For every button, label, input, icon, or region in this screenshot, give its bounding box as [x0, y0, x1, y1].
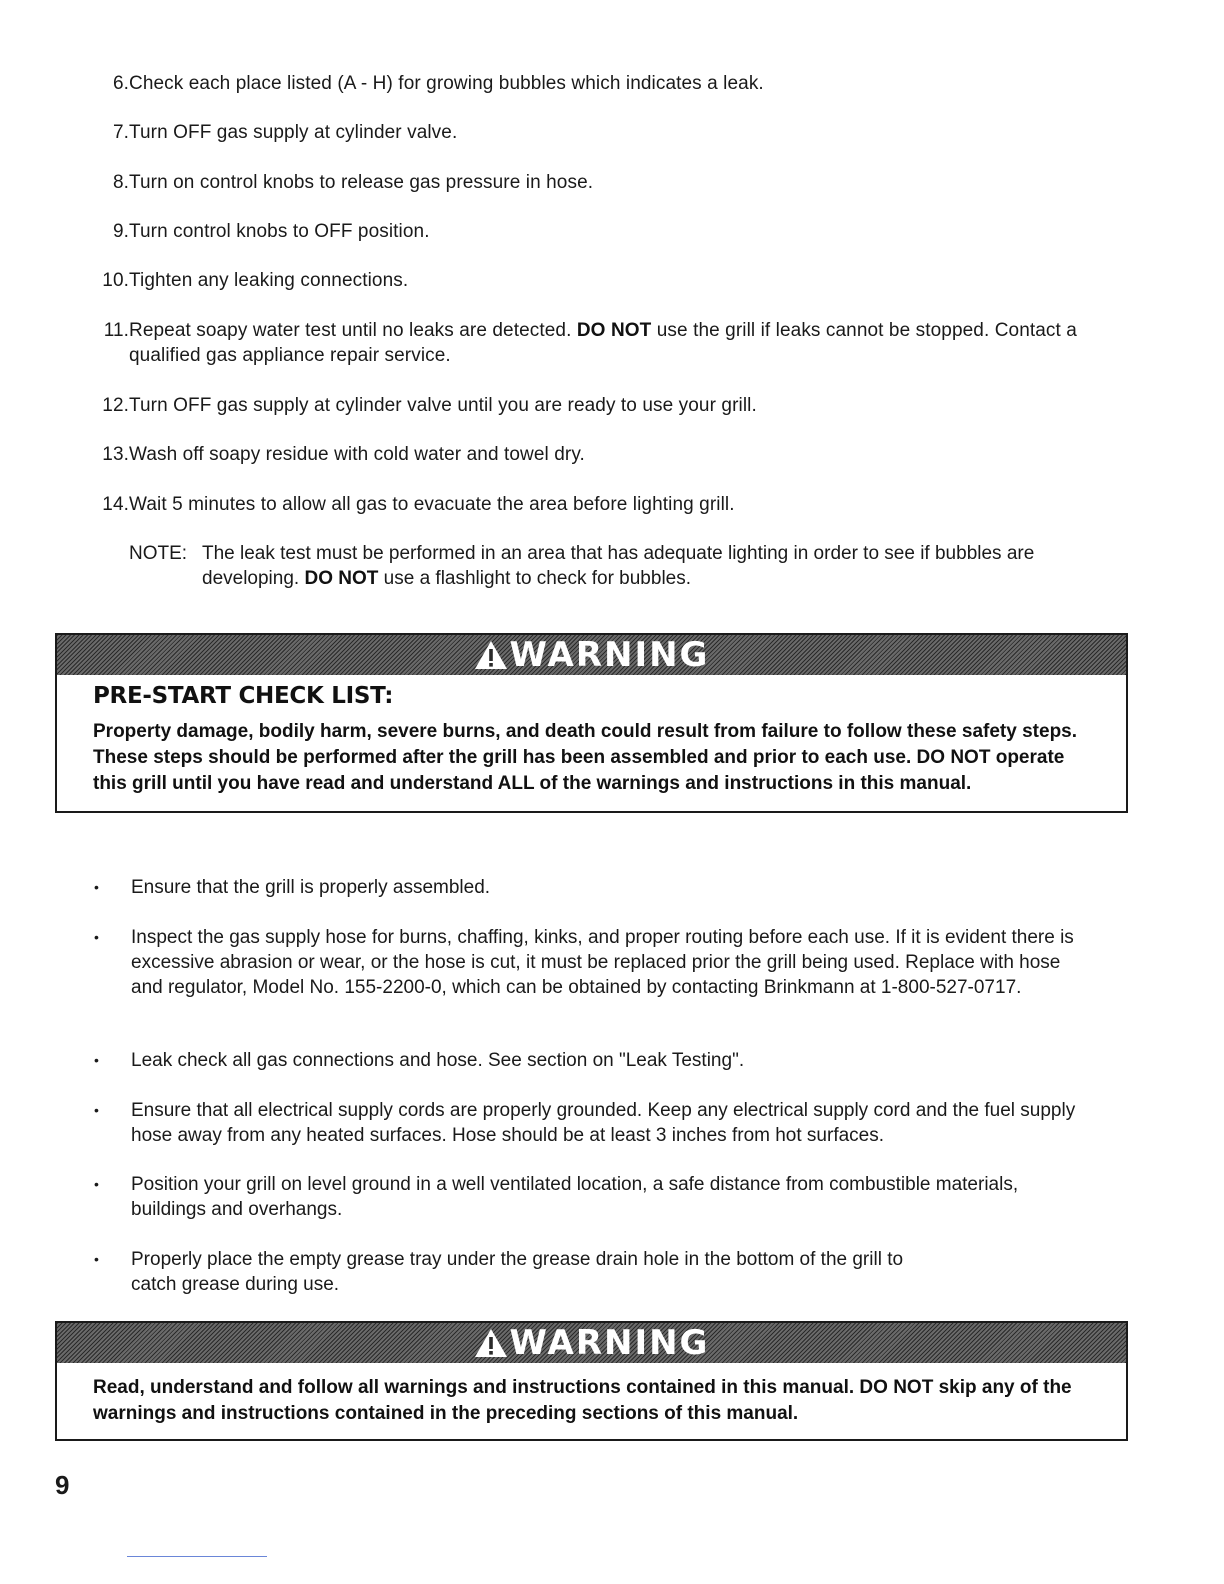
checklist-item — [92, 1098, 1092, 1148]
footer-rule — [127, 1556, 267, 1557]
pre-start-warning-box — [55, 633, 1128, 813]
step-text: Tighten any leaking connections. — [129, 270, 409, 291]
step-text: Wash off soapy residue with cold water and towel dry. — [129, 444, 585, 465]
warning-title — [474, 635, 710, 675]
step-14 — [92, 492, 1112, 517]
checklist-heading: PRE-START CHECK LIST: — [93, 683, 394, 709]
checklist-text: Ensure that all electrical supply cords are properly grounded. Keep any electrical supply cord and the fuel supply hose away from any heated surfaces. Hose should be at least 3 inches from hot surfaces. — [131, 1100, 1076, 1146]
bullet-icon: • — [94, 1102, 99, 1118]
step-11 — [92, 318, 1112, 368]
step-text: Turn OFF gas supply at cylinder valve until you are ready to use your grill. — [129, 395, 757, 416]
step-number: 7. — [112, 122, 129, 143]
checklist-item — [92, 1048, 1092, 1073]
step-number: 8. — [112, 172, 129, 193]
step-number: 12. — [102, 395, 129, 416]
step-10 — [92, 268, 1112, 293]
bullet-icon: • — [94, 1251, 99, 1267]
warning-text: Property damage, bodily harm, severe burns, and death could result from failure to follow these safety steps. These steps should be performed after the grill has been assembled and prior to each use. DO NOT operate this grill until you have read and understand ALL of the warnings and instructions in this manual. — [93, 721, 1078, 794]
warning-banner — [57, 1323, 1126, 1363]
step-text: Turn control knobs to OFF position. — [129, 221, 430, 242]
note-text: The leak test must be performed in an area that has adequate lighting in order to see if bubbles are developing. DO NOT use a flashlight to check for bubbles. — [202, 543, 1035, 589]
step-number: 10. — [102, 270, 129, 291]
step-number: 6. — [112, 73, 129, 94]
step-text: Repeat soapy water test until no leaks are detected. DO NOT use the grill if leaks cannot be stopped. Contact a qualified gas appliance repair service. — [129, 320, 1077, 366]
warning-triangle-icon — [474, 1328, 508, 1358]
warning-triangle-icon — [474, 640, 508, 670]
step-text: Wait 5 minutes to allow all gas to evacuate the area before lighting grill. — [129, 494, 735, 515]
step-8 — [92, 170, 1112, 195]
bullet-icon: • — [94, 929, 99, 945]
checklist-item — [92, 1247, 932, 1297]
final-warning-box — [55, 1321, 1128, 1441]
warning-text: Read, understand and follow all warnings and instructions contained in this manual. DO NOT skip any of the warnings and instructions contained in the preceding sections of this manual. — [93, 1377, 1072, 1424]
bullet-icon: • — [94, 1176, 99, 1192]
step-text: Turn OFF gas supply at cylinder valve. — [129, 122, 458, 143]
checklist-text: Leak check all gas connections and hose. See section on "Leak Testing". — [131, 1050, 745, 1071]
bullet-icon: • — [94, 879, 99, 895]
checklist-item — [92, 1172, 1092, 1222]
warning-word: WARNING — [509, 1323, 710, 1363]
step-9 — [92, 219, 1112, 244]
emphasis-do-not: DO NOT — [304, 568, 379, 589]
note-label: NOTE: — [129, 543, 188, 564]
leak-test-note — [129, 541, 1109, 591]
warning-title — [474, 1323, 710, 1363]
step-number: 14. — [102, 494, 129, 515]
checklist-item — [92, 925, 1092, 1000]
page-number: 9 — [55, 1470, 70, 1500]
checklist-text: Ensure that the grill is properly assembled. — [131, 877, 491, 898]
warning-word: WARNING — [509, 635, 710, 675]
step-7 — [92, 120, 1112, 145]
step-13 — [92, 442, 1112, 467]
step-number: 11. — [103, 320, 129, 341]
warning-banner — [57, 635, 1126, 675]
checklist-item — [92, 875, 1092, 900]
checklist-text: Position your grill on level ground in a well ventilated location, a safe distance from combustible materials, buildings and overhangs. — [131, 1174, 1019, 1220]
step-number: 13. — [102, 444, 129, 465]
step-6 — [92, 71, 1112, 96]
bullet-icon: • — [94, 1052, 99, 1068]
step-12 — [92, 393, 1112, 418]
step-text: Turn on control knobs to release gas pressure in hose. — [129, 172, 594, 193]
step-number: 9. — [112, 221, 129, 242]
emphasis-do-not: DO NOT — [576, 320, 652, 341]
checklist-text: Properly place the empty grease tray under the grease drain hole in the bottom of the grill to catch grease during use. — [131, 1249, 904, 1295]
checklist-text: Inspect the gas supply hose for burns, chaffing, kinks, and proper routing before each use. If it is evident there is excessive abrasion or wear, or the hose is cut, it must be replaced prior the grill being used. Replace with hose and regulator, Model No. 155-2200-0, which can be obtained by contacting Brinkmann at 1-800-527-0717. — [131, 927, 1074, 998]
step-text: Check each place listed (A - H) for growing bubbles which indicates a leak. — [129, 73, 764, 94]
